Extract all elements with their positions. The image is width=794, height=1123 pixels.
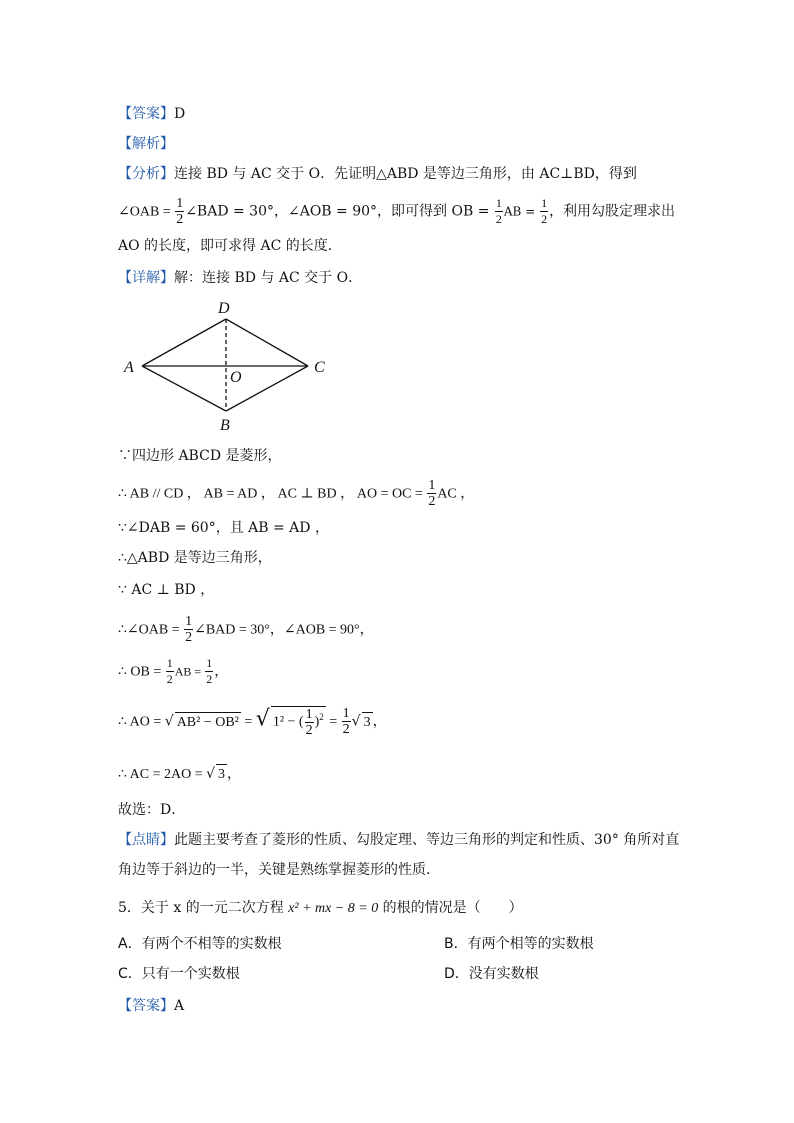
fenxi-2a: ∠OAB = (118, 204, 175, 220)
choose-line (118, 800, 185, 820)
step-4 (118, 548, 272, 568)
edge-ba (142, 366, 226, 411)
step-8-eq: = (240, 714, 256, 730)
step-7 (118, 656, 228, 687)
detail-line-1 (118, 268, 362, 288)
q5-stem (118, 898, 523, 919)
frac-den: 2 (495, 212, 502, 226)
fraction-half (205, 656, 213, 687)
answer-line (118, 104, 185, 124)
step-8-radicand-2: 1² − ( $\frac{1}{2}$ )$^2$ (272, 707, 324, 738)
comment-line-2 (118, 860, 440, 880)
step-6 (118, 614, 374, 645)
comment-line-1 (118, 830, 679, 850)
fenxi-2b: ∠BAD = 30°，∠AOB = 90°，即可得到 OB = (185, 203, 494, 220)
step-8-comma: ， (372, 713, 387, 730)
sqrt-sign: √ (164, 713, 174, 730)
q5-answer-value: A (174, 998, 185, 1014)
frac-num: 1 (495, 196, 502, 210)
step-1 (118, 446, 282, 466)
frac-den: 2 (176, 212, 184, 227)
step-7-b: AB = (174, 664, 205, 679)
frac-num: 1 (541, 196, 548, 210)
step-5 (118, 580, 214, 600)
comment-text-2: 角边等于斜边的一半，关键是熟练掌握菱形的性质． (118, 862, 440, 878)
frac-num: 1 (305, 707, 313, 722)
frac-den: 2 (541, 212, 548, 226)
step-3 (118, 518, 329, 538)
fraction-half (342, 706, 351, 737)
comment-tag: 【点睛】 (118, 832, 174, 848)
label-o: O (230, 369, 242, 386)
answer-value: D (174, 106, 186, 122)
comment-text-1: 此题主要考查了菱形的性质、勾股定理、等边三角形的判定和性质、30° 角所对直 (174, 832, 680, 848)
detail-tag: 【详解】 (118, 270, 174, 286)
step-7-a: ∴ OB = (118, 664, 165, 680)
option-b: B．有两个相等的实数根 (444, 936, 594, 952)
fraction-half (540, 196, 548, 227)
label-d: D (218, 300, 230, 317)
frac-num: 1 (428, 478, 436, 493)
edge-ad (142, 319, 226, 366)
fraction-half (166, 656, 174, 687)
q5-stem-a: 5．关于 x 的一元二次方程 (118, 900, 289, 916)
step-8-sqrt3: 3 (362, 712, 373, 733)
label-c: C (314, 359, 325, 376)
frac-num: 1 (176, 196, 184, 211)
step-2 (118, 478, 474, 509)
fenxi-text-3: AO 的长度，即可求得 AC 的长度． (118, 238, 342, 254)
option-c: C．只有一个实数根 (118, 966, 240, 982)
analysis-heading (118, 134, 174, 154)
fenxi-tag: 【分析】 (118, 166, 174, 182)
frac-den: 2 (206, 672, 213, 686)
fraction-half (427, 478, 436, 509)
frac-num: 1 (206, 656, 213, 670)
step-8-a: ∴ AO = (118, 714, 165, 730)
edge-dc (226, 319, 308, 366)
answer-tag: 【答案】 (118, 106, 174, 122)
q5-stem-c: 的根的情况是（ ） (378, 900, 523, 916)
fenxi-line-3 (118, 236, 342, 256)
rhombus-figure (118, 296, 338, 436)
analysis-tag: 【解析】 (118, 136, 174, 152)
frac-den: 2 (342, 722, 350, 738)
detail-text-1: 解：连接 BD 与 AC 交于 O． (174, 270, 363, 286)
q5-answer-tag: 【答案】 (118, 998, 174, 1014)
fenxi-2d: ，利用勾股定理求出 (549, 203, 676, 220)
step-7-c: ， (214, 663, 229, 680)
step-2-b: AC ， (437, 486, 475, 502)
step-1-text: ∵四边形 ABCD 是菱形， (118, 448, 282, 464)
fraction-half (305, 707, 314, 738)
sqrt-sign: √ (206, 766, 216, 782)
frac-den: 2 (428, 494, 436, 509)
fraction-half (184, 614, 193, 645)
step-9 (118, 764, 241, 785)
fenxi-2c: AB = (503, 204, 540, 219)
fenxi-text-1: 连接 BD 与 AC 交于 O．先证明△ABD 是等边三角形，由 AC⊥BD，得到 (174, 166, 637, 182)
fraction-half (495, 196, 503, 227)
fenxi-line-1 (118, 164, 637, 184)
step-8-radicand-1: AB² − OB² (175, 712, 241, 733)
step-8-eq2: = (325, 714, 341, 730)
step-5-text: ∵ AC ⊥ BD ， (118, 582, 215, 598)
step-2-a: ∴ AB // CD ， AB = AD ， AC ⊥ BD ， AO = OC = (118, 486, 427, 502)
step-3-text: ∵∠DAB = 60°，且 AB = AD ， (118, 520, 329, 536)
frac-num: 1 (342, 706, 350, 722)
frac-den: 2 (166, 672, 173, 686)
frac-den: 2 (305, 723, 313, 738)
option-d: D．没有实数根 (444, 966, 539, 982)
label-a: A (124, 359, 134, 376)
step-8-d: 1² − (272, 714, 299, 730)
frac-num: 1 (185, 614, 193, 629)
fenxi-line-2 (118, 196, 675, 227)
step-8 (118, 706, 387, 738)
step-9-sqrt3: 3 (216, 764, 227, 785)
sqrt-sign-large: √ (255, 706, 270, 732)
q5-equation: x² + mx − 8 = 0 (288, 901, 379, 916)
label-b: B (220, 417, 230, 434)
step-9-comma: ， (227, 766, 242, 782)
step-9-a: ∴ AC = 2AO = (118, 767, 207, 782)
sqrt-sign: √ (351, 713, 361, 730)
step-6-a: ∴∠OAB = (118, 622, 184, 638)
step-6-b: ∠BAD = 30°，∠AOB = 90°， (194, 622, 374, 638)
fraction-half (175, 196, 184, 227)
frac-num: 1 (166, 656, 173, 670)
option-a: A．有两个不相等的实数根 (118, 936, 282, 952)
step-4-text: ∴△ABD 是等边三角形， (118, 550, 272, 566)
q5-answer-line (118, 996, 184, 1016)
frac-den: 2 (185, 630, 193, 645)
choose-text: 故选：D． (118, 802, 186, 818)
